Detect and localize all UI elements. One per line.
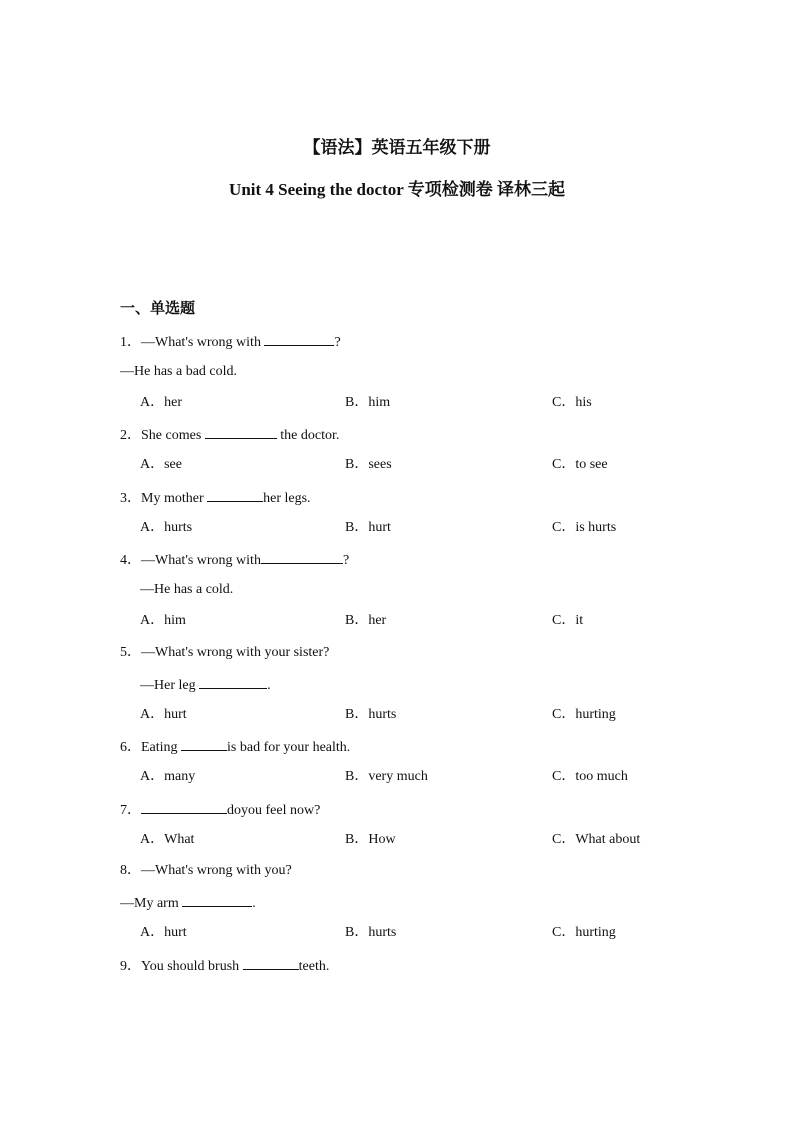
question-2-stem: 2．She comes	[120, 428, 205, 443]
option-b: B．How	[345, 832, 396, 847]
question-4	[120, 550, 349, 570]
question-9	[120, 956, 329, 976]
question-1-reply: —He has a bad cold.	[120, 364, 238, 379]
question-3	[120, 488, 311, 508]
option-c: C．hurting	[552, 707, 616, 722]
answer-blank	[243, 956, 299, 970]
answer-blank	[199, 675, 267, 689]
question-5-reply	[140, 675, 271, 695]
option-c: C．it	[552, 613, 584, 628]
question-1-after: ?	[334, 335, 341, 350]
answer-blank	[205, 425, 277, 439]
question-5: 5．—What's wrong with your sister?	[120, 645, 330, 660]
option-a: A．her	[140, 395, 182, 410]
option-b: B．hurts	[345, 707, 397, 722]
answer-blank	[182, 893, 252, 907]
question-9-stem: 9．You should brush	[120, 959, 243, 974]
option-c: C．to see	[552, 457, 608, 472]
page-subtitle: Unit 4 Seeing the doctor 专项检测卷 译林三起	[229, 180, 565, 199]
answer-blank	[181, 737, 227, 751]
question-1	[120, 332, 341, 352]
option-b: B．him	[345, 395, 391, 410]
question-8: 8．—What's wrong with you?	[120, 863, 292, 878]
answer-blank	[261, 550, 343, 564]
answer-blank	[141, 800, 227, 814]
question-7-after: doyou feel now?	[227, 803, 321, 818]
answer-blank	[264, 332, 334, 346]
question-8-reply-pre: —My arm	[120, 896, 183, 911]
option-c: C．What about	[552, 832, 641, 847]
option-a: A．What	[140, 832, 195, 847]
question-2	[120, 425, 339, 445]
answer-blank	[207, 488, 263, 502]
option-b: B．very much	[345, 769, 428, 784]
question-3-after: her legs.	[263, 491, 311, 506]
question-4-reply: —He has a cold.	[140, 582, 234, 597]
question-7	[120, 800, 320, 820]
page-title: 【语法】英语五年级下册	[303, 138, 491, 157]
option-c: C．too much	[552, 769, 628, 784]
section-heading: 一、单选题	[120, 301, 196, 317]
option-a: A．him	[140, 613, 186, 628]
option-c: C．is hurts	[552, 520, 617, 535]
question-2-after: the doctor.	[276, 428, 340, 443]
question-6-stem: 6．Eating	[120, 740, 182, 755]
option-b: B．hurt	[345, 520, 391, 535]
option-a: A．hurt	[140, 707, 187, 722]
question-6-after: is bad for your health.	[227, 740, 351, 755]
option-b: B．sees	[345, 457, 392, 472]
question-8-reply-after: .	[252, 896, 256, 911]
question-6	[120, 737, 350, 757]
question-5-reply-pre: —Her leg	[140, 678, 200, 693]
option-c: C．his	[552, 395, 592, 410]
option-c: C．hurting	[552, 925, 616, 940]
question-5-reply-after: .	[267, 678, 271, 693]
question-3-stem: 3．My mother	[120, 491, 208, 506]
option-a: A．see	[140, 457, 182, 472]
question-4-stem: 4．—What's wrong with	[120, 553, 261, 568]
option-a: A．many	[140, 769, 196, 784]
option-a: A．hurts	[140, 520, 193, 535]
question-7-stem: 7．	[120, 803, 141, 818]
question-1-stem: 1．—What's wrong with	[120, 335, 265, 350]
option-a: A．hurt	[140, 925, 187, 940]
question-4-after: ?	[342, 553, 350, 568]
option-b: B．her	[345, 613, 387, 628]
question-9-after: teeth.	[298, 959, 330, 974]
question-8-reply	[120, 893, 256, 913]
option-b: B．hurts	[345, 925, 397, 940]
